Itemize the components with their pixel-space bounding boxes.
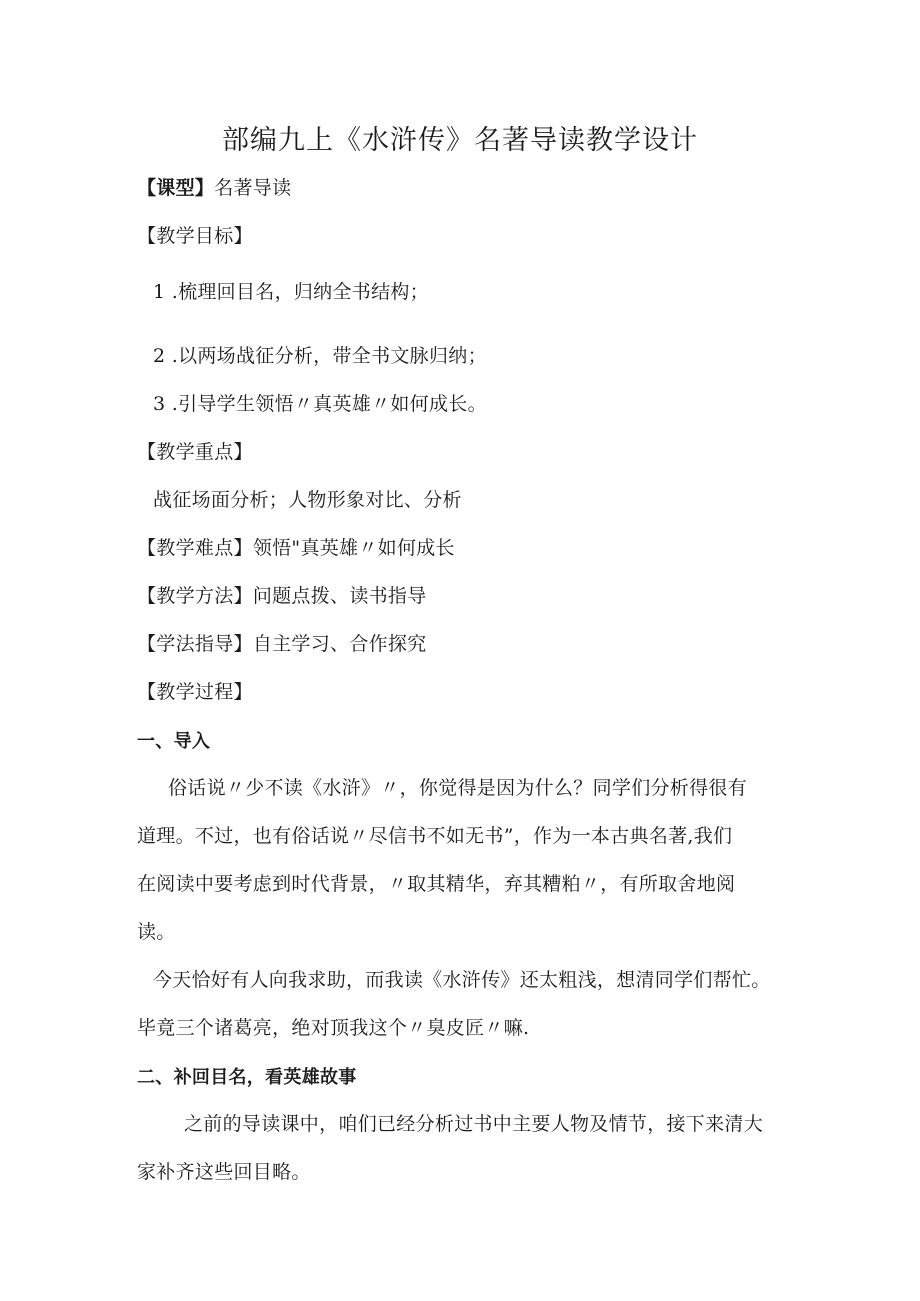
section-1-para-2-line-2: 毕竟三个诸葛亮，绝对顶我这个〃臭皮匠〃嘛. (137, 1017, 530, 1039)
objective-text: .以两场战征分析，带全书文脉归纳； (171, 345, 487, 367)
section-1-para-1-line-2: 道理。不过，也有俗话说〃尽信书不如无书”，作为一本古典名著,我们 (137, 825, 733, 847)
objective-text: .梳理回目名，归纳全书结构； (171, 281, 429, 303)
methods-line (137, 584, 427, 608)
section-1-para-2-line-1: 今天恰好有人向我求助，而我读《水浒传》还太粗浅，想清同学们帮忙。 (153, 969, 771, 991)
objective-number: 2 (153, 345, 166, 367)
course-type-value: 名著导读 (214, 177, 292, 199)
section-2-para-1-line-2: 家补齐这些回目略。 (137, 1161, 311, 1183)
objective-item-1 (153, 280, 429, 304)
course-type-line (137, 176, 291, 200)
key-points-heading: 【教学重点】 (137, 441, 253, 463)
objective-item-3 (153, 392, 487, 416)
course-type-label: 【课型】 (137, 177, 215, 199)
section-1-para-1-line-1: 俗话说〃少不读《水浒》〃，你觉得是因为什么？同学们分析得很有 (168, 777, 748, 799)
study-guide-value: 自主学习、合作探究 (252, 633, 427, 655)
difficulty-line (137, 536, 455, 560)
objective-number: 1 (153, 281, 166, 303)
difficulty-label: 【教学难点】 (137, 537, 253, 559)
objective-item-2 (153, 344, 487, 368)
section-2-heading: 二、补回目名，看英雄故事 (137, 1067, 357, 1088)
section-1-para-1-line-4: 读。 (137, 921, 176, 943)
section-1-para-1-line-3: 在阅读中要考虑到时代背景，〃取其精华，弃其糟粕〃，有所取舍地阅 (137, 873, 736, 895)
section-2-para-1-line-1: 之前的导读课中，咱们已经分析过书中主要人物及情节，接下来清大 (184, 1113, 764, 1135)
study-guide-label: 【学法指导】 (137, 633, 253, 655)
key-points-text: 战征场面分析；人物形象对比、分析 (153, 489, 462, 511)
difficulty-value: 领悟"真英雄〃如何成长 (252, 537, 455, 559)
objectives-heading: 【教学目标】 (137, 225, 253, 247)
section-1-heading: 一、导入 (137, 731, 211, 752)
methods-label: 【教学方法】 (137, 585, 253, 607)
study-guide-line (137, 632, 427, 656)
objective-text: .引导学生领悟〃真英雄〃如何成长。 (171, 393, 487, 415)
objective-number: 3 (153, 393, 166, 415)
process-heading: 【教学过程】 (137, 681, 253, 703)
document-title: 部编九上《水浒传》名著导读教学设计 (222, 125, 698, 156)
methods-value: 问题点拨、读书指导 (252, 585, 427, 607)
